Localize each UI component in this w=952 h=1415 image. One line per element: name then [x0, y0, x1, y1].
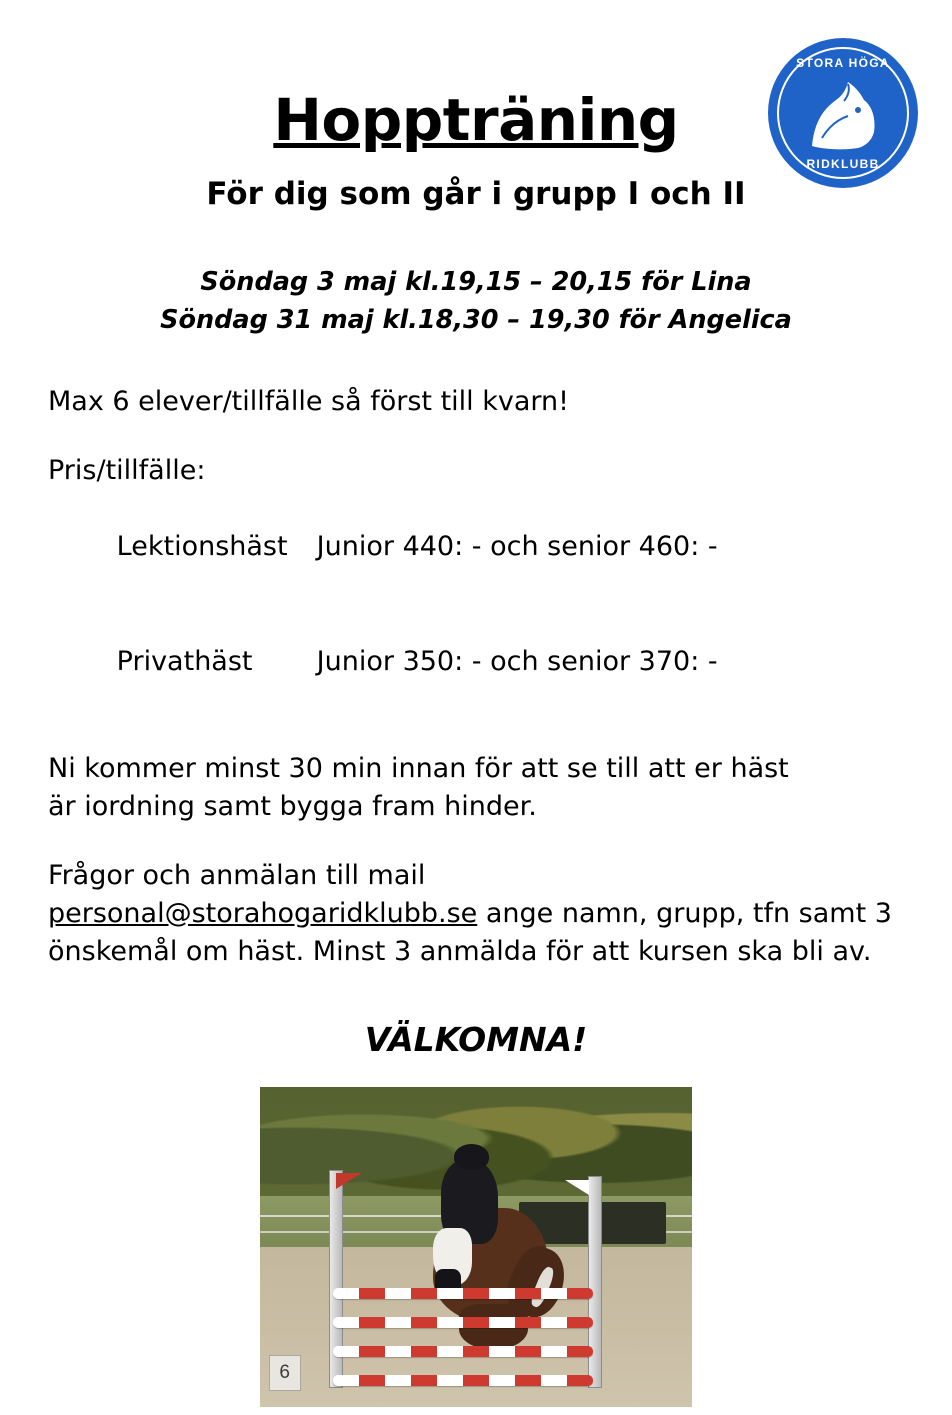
- photo-jump-rail: [333, 1288, 592, 1299]
- jumping-photo: [260, 1087, 692, 1407]
- logo-top-text: STORA HÖGA: [796, 56, 890, 70]
- contact-details: [48, 895, 904, 972]
- price-row-label: Privathäst: [116, 646, 253, 678]
- arrival-note-block: [48, 750, 904, 827]
- arrival-note-line: är iordning samt bygga fram hinder.: [48, 791, 537, 823]
- session-item: Söndag 3 maj kl.19,15 – 20,15 för Lina: [200, 267, 752, 297]
- photo-rider-helmet: [454, 1144, 489, 1170]
- logo-bottom-text: RIDKLUBB: [806, 157, 880, 171]
- max-students-block: [48, 383, 904, 421]
- horse-head-icon: [802, 76, 884, 150]
- price-heading: Pris/tillfälle:: [48, 454, 206, 486]
- page-title: Hoppträning: [273, 86, 679, 154]
- photo-red-flag-icon: [336, 1173, 362, 1189]
- welcome-text: VÄLKOMNA!: [364, 1019, 588, 1059]
- price-row: [48, 490, 904, 605]
- photo-jump-rail: [333, 1317, 592, 1328]
- contact-intro: Frågor och anmälan till mail: [48, 859, 426, 891]
- arrival-note-line: Ni kommer minst 30 min innan för att se till att er häst: [48, 753, 789, 785]
- price-row: [48, 605, 904, 720]
- photo-white-flag-icon: [565, 1180, 589, 1195]
- session-item: Söndag 31 maj kl.18,30 – 19,30 för Angelica: [160, 304, 792, 335]
- page-subtitle: För dig som går i grupp I och II: [206, 176, 746, 212]
- price-row-value: Junior 350: - och senior 370: -: [316, 646, 718, 678]
- photo-jump-rail: [333, 1375, 592, 1386]
- price-row-label: Lektionshäst: [116, 531, 288, 563]
- photo-jump-number: 6: [269, 1355, 301, 1391]
- club-logo: [768, 38, 918, 188]
- contact-block: [48, 857, 904, 972]
- max-students-text: Max 6 elever/tillfälle så först till kvarn!: [48, 386, 569, 418]
- photo-jump-rail: [333, 1346, 592, 1357]
- session-list: [48, 264, 904, 339]
- contact-email-link[interactable]: personal@storahogaridklubb.se: [48, 898, 478, 930]
- contact-rest-text: ange namn, grupp, tfn samt 3 önskemål om häst. Minst 3 anmälda för att kursen ska bli av.: [48, 898, 892, 968]
- price-row-value: Junior 440: - och senior 460: -: [316, 531, 718, 563]
- poster-body: [48, 383, 904, 971]
- price-block: [48, 452, 904, 720]
- logo-circle: [768, 38, 918, 188]
